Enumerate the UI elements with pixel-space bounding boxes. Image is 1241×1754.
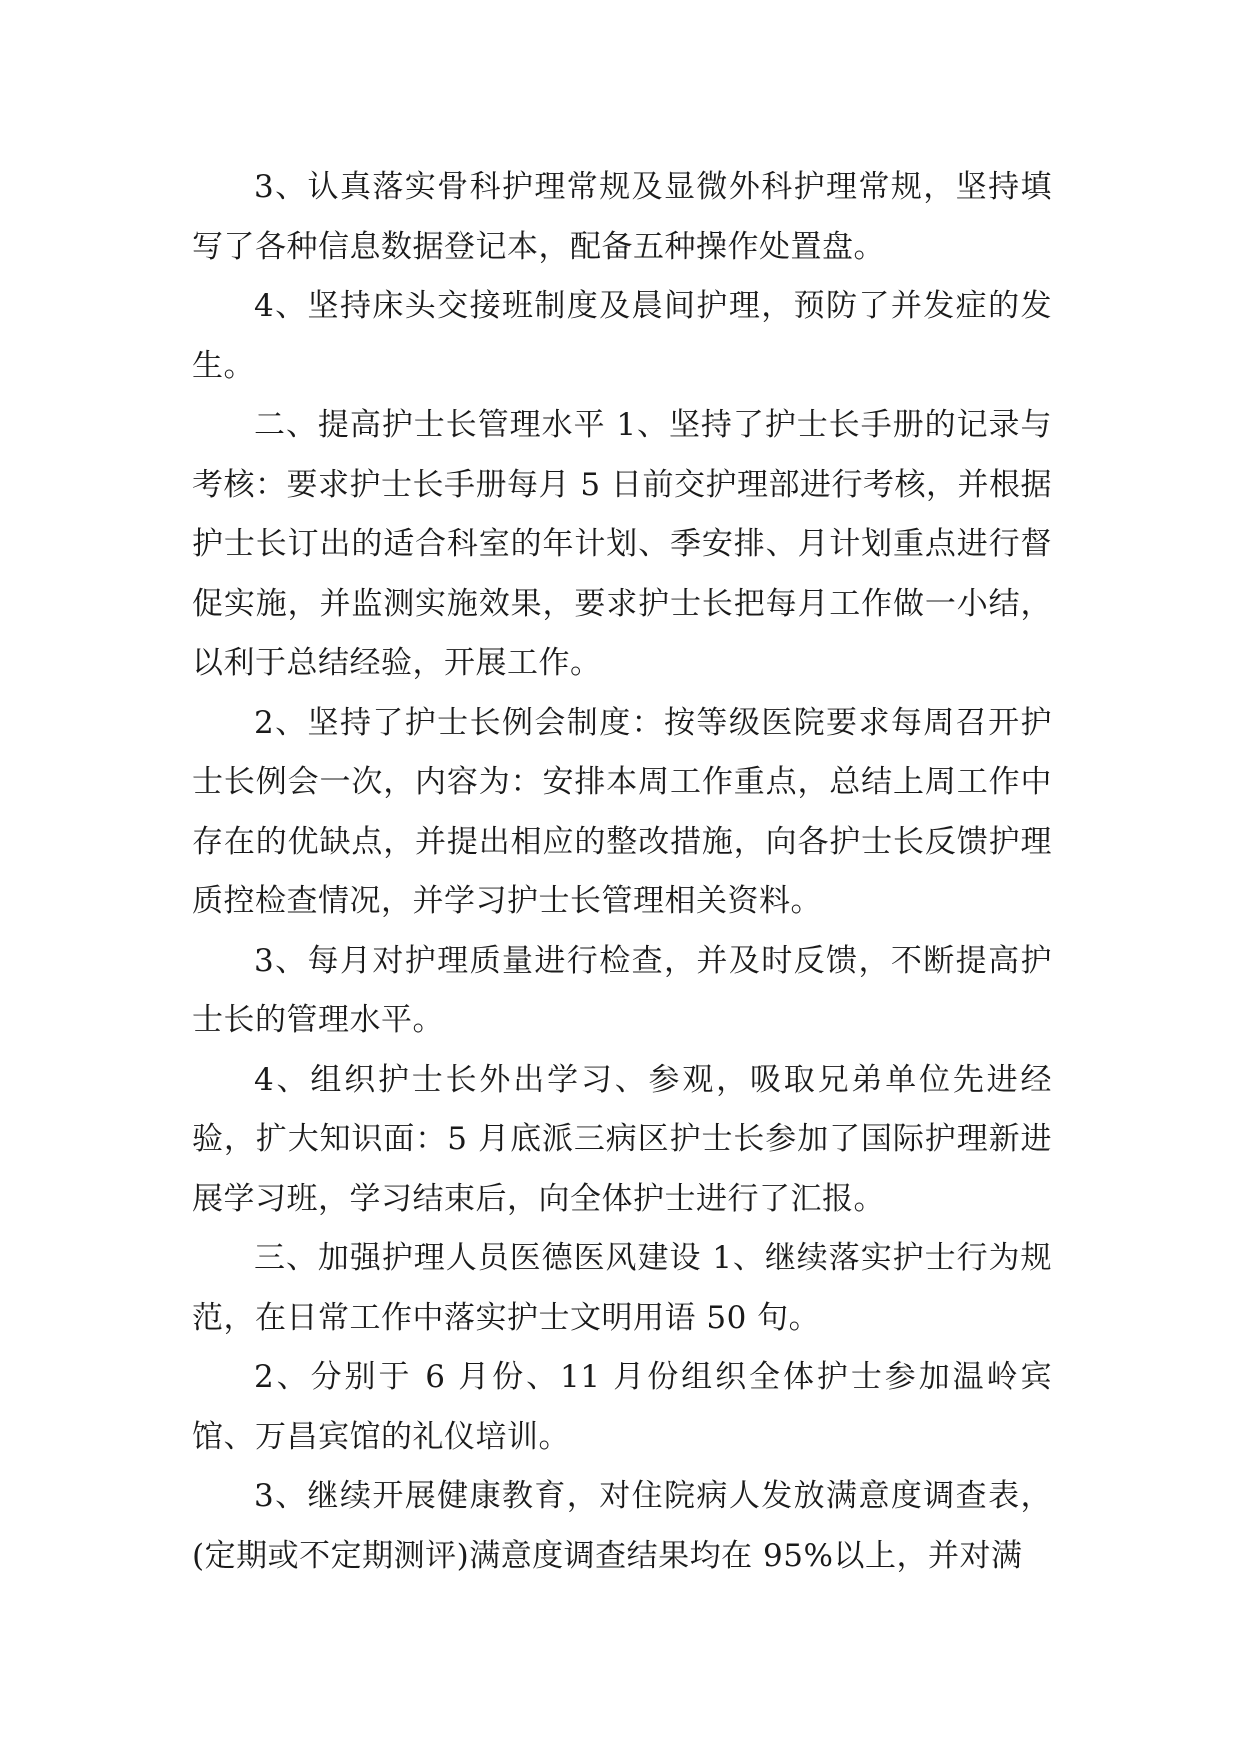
paragraph-1: 3、认真落实骨科护理常规及显微外科护理常规，坚持填写了各种信息数据登记本，配备五种操作处置盘。 [192, 169, 1052, 265]
paragraph-3: 二、提高护士长管理水平 1、坚持了护士长手册的记录与考核：要求护士长手册每月 5 日前交护理部进行考核，并根据护士长订出的适合科室的年计划、季安排、月计划重点进行督促实施，并监测实施效果，要求护士长把每月工作做一小结，以利于总结经验，开展工作。 [192, 407, 1052, 681]
paragraph-6: 4、组织护士长外出学习、参观，吸取兄弟单位先进经验，扩大知识面：5 月底派三病区护士长参加了国际护理新进展学习班，学习结束后，向全体护士进行了汇报。 [192, 1061, 1052, 1217]
paragraph-4: 2、坚持了护士长例会制度：按等级医院要求每周召开护士长例会一次，内容为：安排本周工作重点，总结上周工作中存在的优缺点，并提出相应的整改措施，向各护士长反馈护理质控检查情况，并学习护士长管理相关资料。 [192, 704, 1052, 919]
paragraph-2: 4、坚持床头交接班制度及晨间护理，预防了并发症的发生。 [192, 288, 1052, 384]
paragraph-8: 2、分别于 6 月份、11 月份组织全体护士参加温岭宾馆、万昌宾馆的礼仪培训。 [192, 1359, 1052, 1455]
paragraph-5: 3、每月对护理质量进行检查，并及时反馈，不断提高护士长的管理水平。 [192, 942, 1052, 1038]
document-body [192, 158, 1052, 1586]
paragraph-7: 三、加强护理人员医德医风建设 1、继续落实护士行为规范，在日常工作中落实护士文明用语 50 句。 [192, 1240, 1052, 1336]
paragraph-9: 3、继续开展健康教育，对住院病人发放满意度调查表，(定期或不定期测评)满意度调查结果均在 95%以上，并对满 [192, 1478, 1052, 1574]
